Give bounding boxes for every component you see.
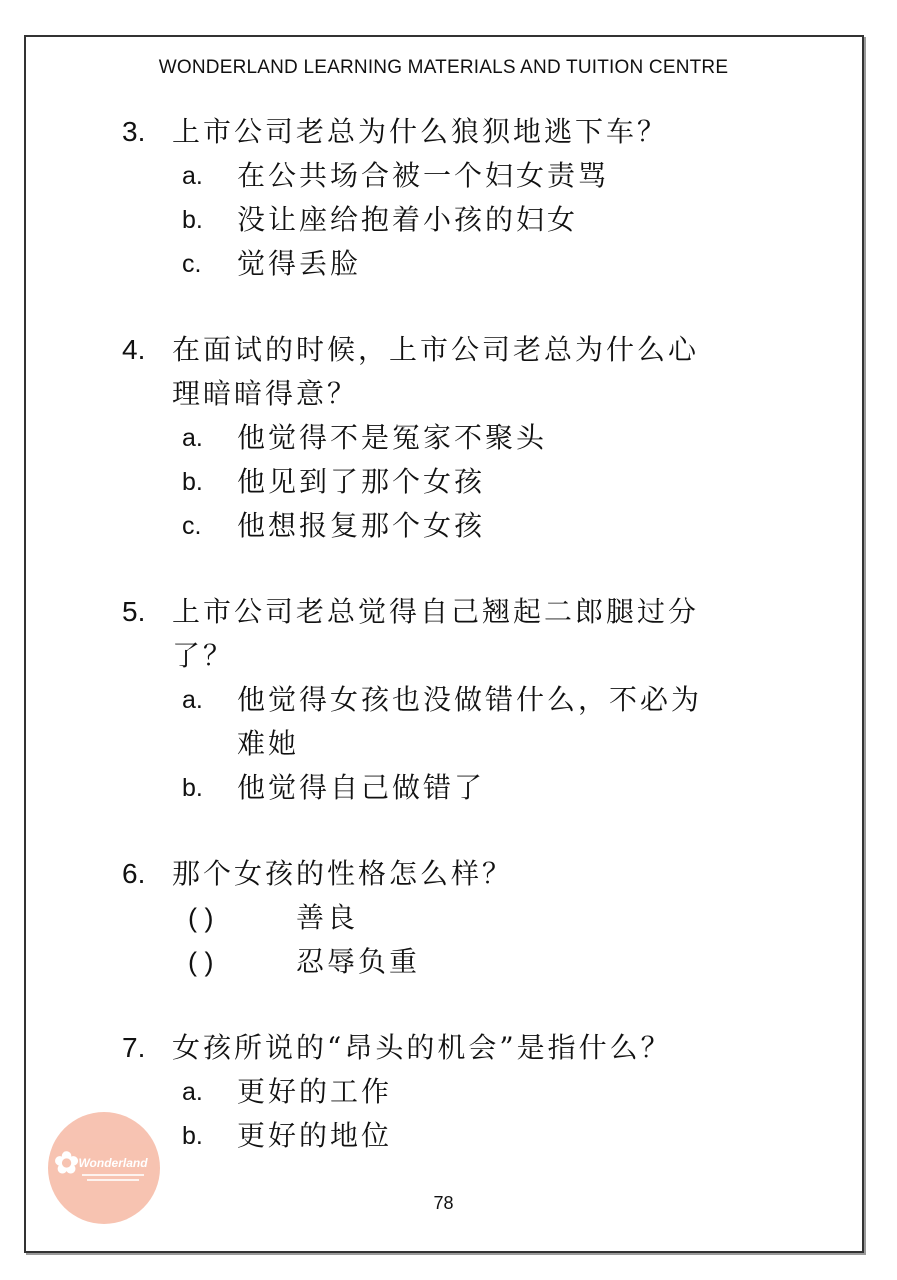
- question-text: 在面试的时候，上市公司老总为什么心: [172, 333, 700, 366]
- option-c: [122, 504, 802, 548]
- answer-blank: ( ): [188, 903, 214, 933]
- question-number: 7.: [122, 1032, 146, 1063]
- page-header: WONDERLAND LEARNING MATERIALS AND TUITION CENTRE: [158, 57, 729, 78]
- checkbox-option-patient: [122, 940, 802, 984]
- option-text: 更好的工作: [237, 1075, 393, 1108]
- option-text: 忍辱负重: [296, 945, 421, 978]
- question-number: 6.: [122, 858, 146, 889]
- option-text: 他觉得自己做错了: [237, 771, 486, 804]
- question-6: [122, 852, 802, 984]
- logo-figure-icon: ✿: [54, 1147, 80, 1180]
- question-number: 4.: [122, 334, 146, 365]
- question-text: 上市公司老总觉得自己翘起二郎腿过分: [172, 595, 700, 628]
- option-a: [122, 416, 802, 460]
- question-text-continued: 了？: [172, 639, 235, 672]
- option-text: 善良: [296, 901, 359, 934]
- option-text: 更好的地位: [237, 1119, 393, 1152]
- option-text: 他觉得女孩也没做错什么，不必为: [237, 683, 703, 716]
- page-number: 78: [433, 1193, 454, 1213]
- question-number: 5.: [122, 596, 146, 627]
- logo-text: Wonderland: [78, 1155, 148, 1170]
- option-letter: a.: [182, 424, 203, 452]
- question-text-continued: 理暗暗得意？: [172, 377, 359, 410]
- option-a: [122, 678, 802, 722]
- question-4: [122, 328, 802, 548]
- option-text: 他想报复那个女孩: [237, 509, 486, 542]
- option-c: [122, 242, 802, 286]
- option-a: [122, 154, 802, 198]
- option-text: 觉得丢脸: [237, 247, 362, 280]
- option-letter: c.: [182, 250, 202, 278]
- option-text: 没让座给抱着小孩的妇女: [237, 203, 579, 236]
- option-letter: a.: [182, 162, 203, 190]
- question-7: [122, 1026, 802, 1158]
- option-letter: b.: [182, 206, 203, 234]
- option-b: [122, 1114, 802, 1158]
- worksheet-content: [122, 110, 802, 1200]
- option-letter: a.: [182, 686, 203, 714]
- question-5: [122, 590, 802, 810]
- option-letter: b.: [182, 1122, 203, 1150]
- checkbox-option-kind: [122, 896, 802, 940]
- question-text: 上市公司老总为什么狼狈地逃下车？: [172, 115, 669, 148]
- question-3: [122, 110, 802, 286]
- option-b: [122, 766, 802, 810]
- option-letter: b.: [182, 468, 203, 496]
- option-letter: a.: [182, 1078, 203, 1106]
- option-b: [122, 460, 802, 504]
- question-number: 3.: [122, 116, 146, 147]
- answer-blank: ( ): [188, 947, 214, 977]
- option-b: [122, 198, 802, 242]
- option-a: [122, 1070, 802, 1114]
- option-letter: c.: [182, 512, 202, 540]
- option-text-continued: 难她: [237, 727, 300, 760]
- option-text: 他觉得不是冤家不聚头: [237, 421, 548, 454]
- option-text: 他见到了那个女孩: [237, 465, 486, 498]
- option-letter: b.: [182, 774, 203, 802]
- question-text: 女孩所说的“昂头的机会”是指什么？: [172, 1031, 672, 1064]
- option-text: 在公共场合被一个妇女责骂: [237, 159, 610, 192]
- question-text: 那个女孩的性格怎么样？: [172, 857, 514, 890]
